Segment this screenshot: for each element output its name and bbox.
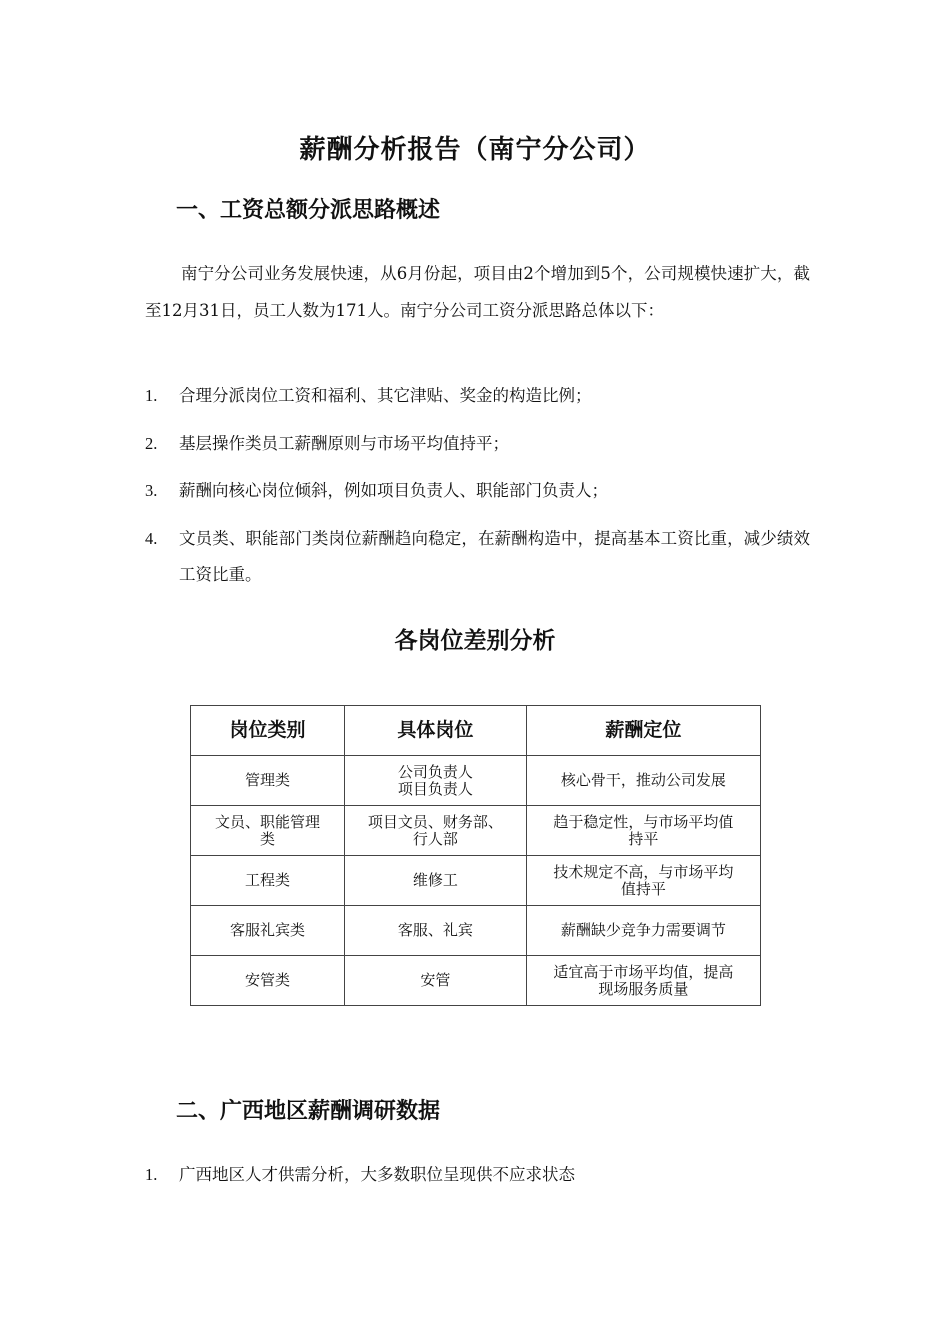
list-item-text: 基层操作类员工薪酬原则与市场平均值持平； xyxy=(179,433,509,453)
section1-list xyxy=(145,378,810,605)
cell-positions xyxy=(345,906,527,956)
header-positioning: 薪酬定位 xyxy=(526,706,760,756)
cell-line: 类 xyxy=(260,829,276,848)
header-positions: 具体岗位 xyxy=(345,706,527,756)
cell-category xyxy=(191,756,345,806)
cell-line: 公司负责人 xyxy=(397,762,473,781)
cell-line: 安管类 xyxy=(245,971,291,989)
cell-line: 值持平 xyxy=(620,879,666,898)
list-item-text: 文员类、职能部门类岗位薪酬趋向稳定，在薪酬构造中，提高基本工资比重，减少绩效工资比重。 xyxy=(179,528,810,584)
cell-line: 管理类 xyxy=(245,771,291,789)
cell-category xyxy=(191,806,345,856)
list-item xyxy=(145,521,810,594)
position-analysis-table xyxy=(190,705,761,1006)
cell-line: 文员、职能管理 xyxy=(215,812,321,831)
cell-line: 项目负责人 xyxy=(397,779,473,798)
cell-line: 核心骨干，推动公司发展 xyxy=(560,771,726,789)
table-row xyxy=(191,856,761,906)
list-item-text: 薪酬向核心岗位倾斜，例如项目负责人、职能部门负责人； xyxy=(179,481,608,500)
header-category: 岗位类别 xyxy=(191,706,345,756)
cell-line: 行人部 xyxy=(412,829,458,848)
section1-intro: 南宁分公司业务发展快速，从6月份起，项目由2个增加到5个，公司规模快速扩大，截至12月31日，员工人数为171人。南宁分公司工资分派思路总体以下： xyxy=(145,264,810,320)
list-item xyxy=(145,378,810,415)
table-row xyxy=(191,906,761,956)
cell-line: 技术规定不高，与市场平均 xyxy=(553,862,734,881)
table-row xyxy=(191,806,761,856)
table-row xyxy=(191,756,761,806)
table-row xyxy=(191,956,761,1006)
list-item-number: 1. xyxy=(145,1165,158,1184)
document-title: 薪酬分析报告（南宁分公司） xyxy=(299,135,651,165)
list-item xyxy=(145,1157,810,1194)
cell-line: 工程类 xyxy=(245,871,291,889)
cell-line: 适宜高于市场平均值，提高 xyxy=(553,962,734,981)
cell-line: 项目文员、财务部、 xyxy=(367,812,503,831)
cell-category xyxy=(191,906,345,956)
section2-heading: 二、广西地区薪酬调研数据 xyxy=(176,1099,441,1124)
list-item-number: 1. xyxy=(145,386,158,405)
list-item xyxy=(145,473,810,510)
cell-positioning xyxy=(526,906,760,956)
cell-line: 趋于稳定性，与市场平均值 xyxy=(553,812,734,831)
table-header-row xyxy=(191,706,761,756)
cell-category xyxy=(191,856,345,906)
section1-heading: 一、工资总额分派思路概述 xyxy=(176,198,441,223)
cell-category xyxy=(191,956,345,1006)
cell-line: 安管 xyxy=(420,971,451,989)
cell-line: 客服、礼宾 xyxy=(397,921,473,939)
cell-line: 现场服务质量 xyxy=(598,979,689,998)
cell-positioning xyxy=(526,756,760,806)
cell-positions xyxy=(345,806,527,856)
cell-positioning xyxy=(526,856,760,906)
cell-line: 薪酬缺少竞争力需要调节 xyxy=(560,921,726,939)
cell-positions xyxy=(345,856,527,906)
cell-line: 持平 xyxy=(628,829,659,848)
list-item-text: 广西地区人才供需分析，大多数职位呈现供不应求状态 xyxy=(179,1165,575,1184)
section2-list xyxy=(145,1157,810,1194)
list-item xyxy=(145,426,810,463)
cell-line: 客服礼宾类 xyxy=(230,921,306,939)
cell-positioning xyxy=(526,956,760,1006)
list-item-number: 4. xyxy=(145,528,158,548)
cell-line: 维修工 xyxy=(412,871,458,889)
list-item-number: 2. xyxy=(145,433,158,453)
cell-positions xyxy=(345,956,527,1006)
cell-positioning xyxy=(526,806,760,856)
list-item-number: 3. xyxy=(145,481,158,500)
list-item-text: 合理分派岗位工资和福利、其它津贴、奖金的构造比例； xyxy=(179,386,592,405)
table-section-title: 各岗位差别分析 xyxy=(394,628,556,654)
cell-positions xyxy=(345,756,527,806)
